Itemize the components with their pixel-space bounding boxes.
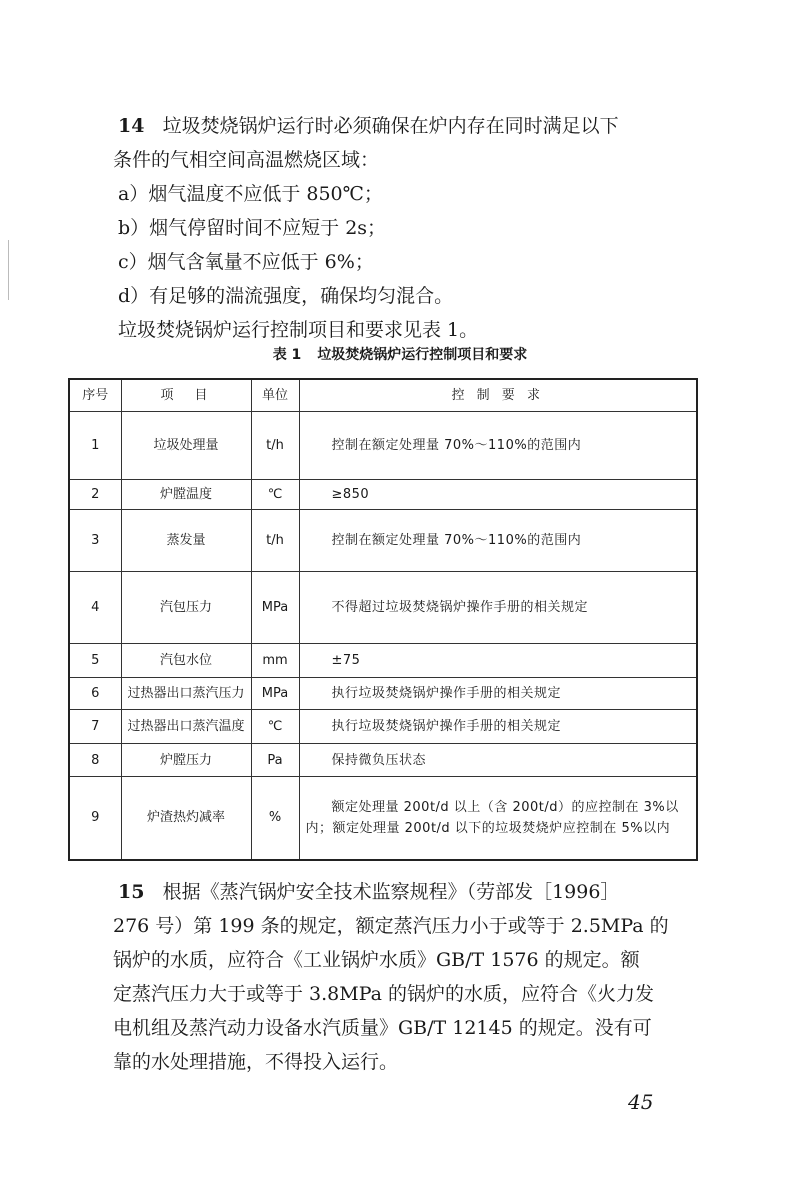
list-item-c: c）烟气含氧量不应低于 6%； [118, 251, 374, 273]
row-item: 炉渣热灼减率 [121, 777, 251, 860]
row-number: 4 [69, 572, 121, 644]
row-number: 3 [69, 510, 121, 572]
text: 垃圾焚烧锅炉运行时必须确保在炉内存在同时满足以下 [162, 115, 619, 137]
section-15-line [118, 880, 619, 904]
row-number: 8 [69, 744, 121, 777]
table-row [69, 412, 697, 480]
row-item: 过热器出口蒸汽压力 [121, 678, 251, 710]
row-item: 垃圾处理量 [121, 412, 251, 480]
header-unit: 单位 [251, 379, 299, 412]
row-number: 7 [69, 710, 121, 744]
row-number: 6 [69, 678, 121, 710]
row-unit: t/h [251, 412, 299, 480]
header-requirement: 控 制 要 求 [299, 379, 697, 412]
row-number: 9 [69, 777, 121, 860]
row-item: 炉膛压力 [121, 744, 251, 777]
table-row [69, 678, 697, 710]
section-14-line: 垃圾焚烧锅炉运行控制项目和要求见表 1。 [118, 319, 479, 341]
row-requirement: 额定处理量 200t/d 以上（含 200t/d）的应控制在 3%以内；额定处理量 200t/d 以下的垃圾焚烧炉应控制在 5%以内 [299, 777, 697, 860]
header-item: 项 目 [121, 379, 251, 412]
section-15-line: 定蒸汽压力大于或等于 3.8MPa 的锅炉的水质，应符合《火力发 [113, 983, 655, 1005]
caption-title: 垃圾焚烧锅炉运行控制项目和要求 [317, 347, 528, 363]
section-15-number: 15 [118, 881, 145, 903]
section-14-number: 14 [118, 115, 145, 137]
table-row [69, 510, 697, 572]
section-14-line: 条件的气相空间高温燃烧区域： [113, 149, 380, 171]
row-unit: t/h [251, 510, 299, 572]
row-unit: % [251, 777, 299, 860]
list-item-d: d）有足够的湍流强度，确保均匀混合。 [118, 285, 454, 307]
section-15-line: 靠的水处理措施，不得投入运行。 [113, 1051, 399, 1073]
scan-edge-mark [8, 240, 9, 300]
row-unit: ℃ [251, 480, 299, 510]
row-requirement: 执行垃圾焚烧锅炉操作手册的相关规定 [299, 710, 697, 744]
table-header-row [69, 379, 697, 412]
table-row [69, 710, 697, 744]
section-14-line [118, 114, 619, 138]
row-requirement: 执行垃圾焚烧锅炉操作手册的相关规定 [299, 678, 697, 710]
section-15-line: 276 号）第 199 条的规定，额定蒸汽压力小于或等于 2.5MPa 的 [113, 915, 669, 937]
row-requirement: 控制在额定处理量 70%～110%的范围内 [299, 510, 697, 572]
list-item-a: a）烟气温度不应低于 850℃； [118, 183, 383, 205]
row-requirement: 控制在额定处理量 70%～110%的范围内 [299, 412, 697, 480]
table-row [69, 744, 697, 777]
row-number: 1 [69, 412, 121, 480]
header-no: 序号 [69, 379, 121, 412]
row-item: 蒸发量 [121, 510, 251, 572]
row-item: 炉膛温度 [121, 480, 251, 510]
caption-label: 表 1 [272, 347, 302, 363]
section-15-line: 锅炉的水质，应符合《工业锅炉水质》GB/T 1576 的规定。额 [113, 949, 640, 971]
list-item-b: b）烟气停留时间不应短于 2s； [118, 217, 387, 239]
row-requirement: ≥850 [299, 480, 697, 510]
control-table [68, 378, 698, 861]
table-caption [0, 344, 800, 364]
table-row [69, 644, 697, 678]
row-number: 5 [69, 644, 121, 678]
row-requirement: 保持微负压状态 [299, 744, 697, 777]
row-item: 汽包压力 [121, 572, 251, 644]
section-15-line: 电机组及蒸汽动力设备水汽质量》GB/T 12145 的规定。没有可 [113, 1017, 652, 1039]
row-unit: MPa [251, 678, 299, 710]
text: 根据《蒸汽锅炉安全技术监察规程》（劳部发［1996］ [162, 881, 620, 903]
page-number: 45 [628, 1090, 654, 1114]
row-requirement: ±75 [299, 644, 697, 678]
row-item: 过热器出口蒸汽温度 [121, 710, 251, 744]
row-unit: MPa [251, 572, 299, 644]
row-unit: mm [251, 644, 299, 678]
table-row [69, 777, 697, 860]
row-unit: ℃ [251, 710, 299, 744]
table-row [69, 572, 697, 644]
table-row [69, 480, 697, 510]
row-unit: Pa [251, 744, 299, 777]
row-item: 汽包水位 [121, 644, 251, 678]
row-number: 2 [69, 480, 121, 510]
row-requirement: 不得超过垃圾焚烧锅炉操作手册的相关规定 [299, 572, 697, 644]
